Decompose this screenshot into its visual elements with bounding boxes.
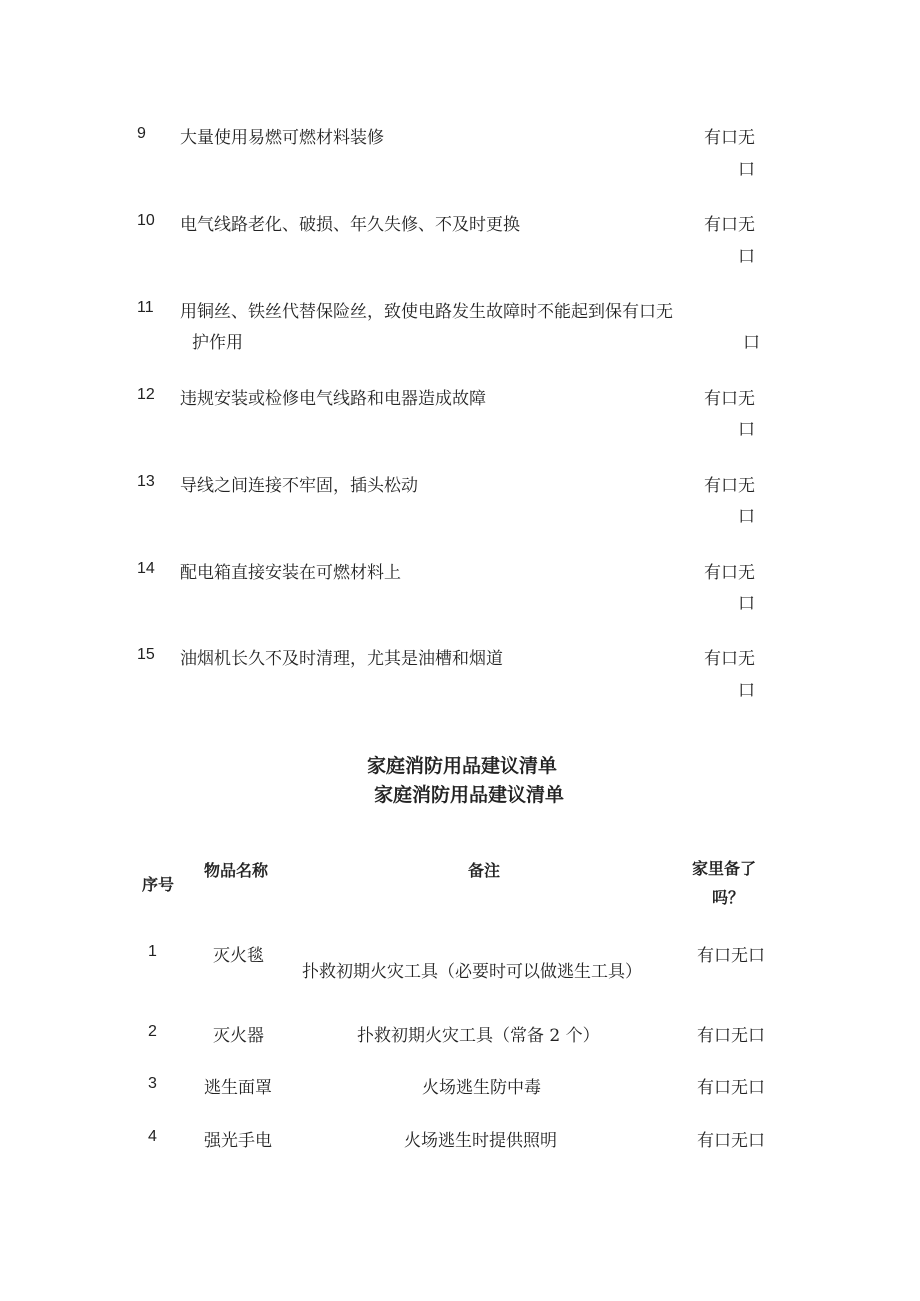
hazard-text: 导线之间连接不牢固，插头松动	[180, 476, 418, 496]
hazard-text: 电气线路老化、破损、年久失修、不及时更换	[180, 215, 520, 235]
hazard-option: 有口无	[704, 563, 755, 583]
row-name: 强光手电	[204, 1131, 272, 1151]
hazard-option: 有口无	[704, 476, 755, 496]
header-seq: 序号	[142, 875, 175, 894]
hazard-option-box: 口	[738, 681, 755, 701]
header-name: 物品名称	[204, 861, 269, 880]
row-note: 火场逃生时提供照明	[404, 1131, 557, 1151]
row-option: 有口无口	[697, 1078, 765, 1098]
row-seq: 4	[148, 1128, 157, 1145]
hazard-text-continued: 护作用	[192, 333, 243, 353]
hazard-option-box: 口	[738, 420, 755, 440]
header-have-continued: 吗？	[712, 888, 745, 907]
row-seq: 3	[148, 1075, 157, 1092]
hazard-number: 9	[137, 125, 146, 142]
row-note: 火场逃生防中毒	[422, 1078, 541, 1098]
hazard-number: 10	[137, 212, 155, 229]
hazard-number: 11	[137, 299, 154, 316]
hazard-option-box: 口	[738, 247, 755, 267]
row-name: 灭火毯	[213, 946, 264, 966]
hazard-number: 12	[137, 386, 155, 403]
row-note: 扑救初期火灾工具（必要时可以做逃生工具）	[302, 962, 642, 982]
hazard-number: 15	[137, 646, 155, 663]
hazard-text: 用铜丝、铁丝代替保险丝，致使电路发生故障时不能起到保有口无	[180, 302, 673, 322]
hazard-text: 配电箱直接安装在可燃材料上	[180, 563, 401, 583]
row-name: 逃生面罩	[204, 1078, 272, 1098]
hazard-option-box: 口	[738, 594, 755, 614]
row-option: 有口无口	[697, 1026, 765, 1046]
hazard-option-box: 口	[738, 507, 755, 527]
hazard-number: 14	[137, 560, 155, 577]
section-title: 家庭消防用品建议清单	[366, 755, 557, 777]
hazard-option: 有口无	[704, 389, 755, 409]
header-note: 备注	[468, 861, 501, 880]
hazard-option: 有口无	[704, 128, 755, 148]
section-title-repeat: 家庭消防用品建议清单	[373, 784, 564, 806]
row-option: 有口无口	[697, 946, 765, 966]
row-seq: 2	[148, 1023, 157, 1040]
hazard-text: 油烟机长久不及时清理，尤其是油槽和烟道	[180, 649, 503, 669]
hazard-option: 有口无	[704, 649, 755, 669]
header-have: 家里备了	[692, 859, 757, 878]
hazard-option-box: 口	[738, 160, 755, 180]
hazard-text: 违规安装或检修电气线路和电器造成故障	[180, 389, 486, 409]
row-option: 有口无口	[697, 1131, 765, 1151]
hazard-number: 13	[137, 473, 155, 490]
hazard-option: 有口无	[704, 215, 755, 235]
row-seq: 1	[148, 943, 157, 960]
hazard-text: 大量使用易燃可燃材料装修	[180, 128, 384, 148]
row-note: 扑救初期火灾工具（常备 2 个）	[357, 1026, 600, 1046]
row-name: 灭火器	[213, 1026, 264, 1046]
hazard-option-box: 口	[743, 333, 760, 353]
